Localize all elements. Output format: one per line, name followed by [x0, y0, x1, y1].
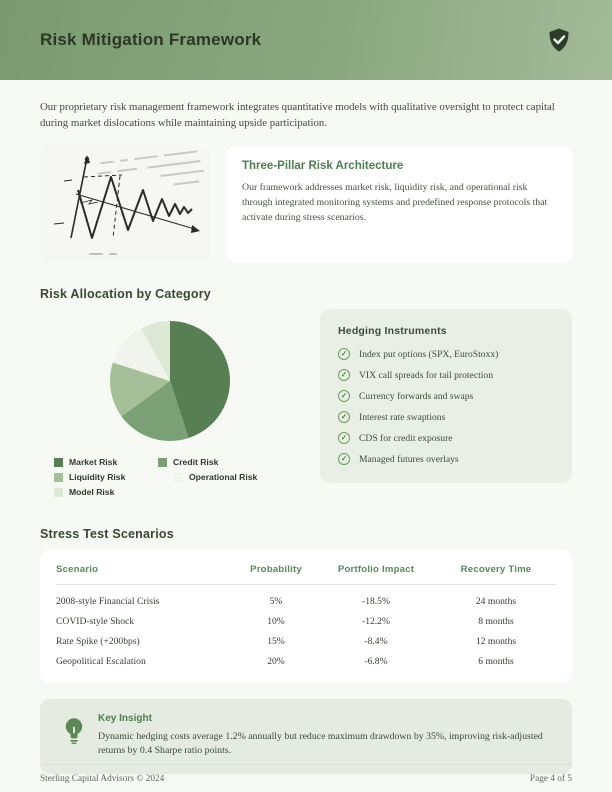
cell-probability: 5% — [269, 595, 283, 607]
legend-label: Liquidity Risk — [69, 472, 126, 483]
hedging-instruments-panel — [320, 309, 572, 483]
page-title: Risk Mitigation Framework — [40, 30, 262, 49]
hedging-item — [338, 369, 554, 381]
feature-title: Three-Pillar Risk Architecture — [242, 160, 404, 173]
key-insight-content — [98, 713, 556, 758]
key-insight-title: Key Insight — [98, 713, 152, 725]
cell-probability: 10% — [267, 615, 285, 627]
check-circle-icon: ✓ — [338, 390, 350, 402]
cell-probability: 20% — [267, 655, 285, 667]
legend-label: Model Risk — [69, 487, 115, 498]
cell-probability: 15% — [267, 635, 285, 647]
column-header-probability: Probability — [250, 564, 302, 576]
stress-section-title: Stress Test Scenarios — [40, 527, 174, 542]
risk-allocation-pie — [40, 315, 304, 443]
cell-portfolio-impact: -8.4% — [364, 635, 388, 647]
legend-item — [174, 472, 284, 482]
cell-recovery-time: 12 months — [475, 635, 517, 647]
hedging-item-label: VIX call spreads for tail protection — [359, 369, 493, 381]
legend-swatch-model-risk — [54, 488, 63, 497]
table-row — [56, 611, 556, 631]
cell-recovery-time: 8 months — [478, 615, 514, 627]
allocation-section-title: Risk Allocation by Category — [40, 287, 211, 302]
table-divider — [56, 584, 556, 585]
chart-sketch-image — [40, 146, 210, 263]
legend-label: Operational Risk — [189, 472, 258, 483]
hedging-item-label: Managed futures overlays — [359, 453, 459, 465]
legend-label: Market Risk — [69, 457, 118, 468]
table-row — [56, 651, 556, 671]
cell-recovery-time: 24 months — [475, 595, 517, 607]
footer-company: Sterling Capital Advisors © 2024 — [40, 774, 165, 784]
hedging-panel-title: Hedging Instruments — [338, 325, 447, 338]
feature-section — [40, 146, 572, 263]
page-header — [0, 0, 612, 80]
cell-scenario: COVID-style Shock — [56, 615, 135, 627]
cell-scenario: Geopolitical Escalation — [56, 655, 146, 667]
page-footer — [40, 764, 572, 784]
intro-paragraph: Our proprietary risk management framework integrates quantitative models with qualitative oversight to protect capital during market dislocations while maintaining upside participation. — [40, 101, 555, 129]
column-header-recovery-time: Recovery Time — [460, 564, 532, 576]
pie-legend — [54, 457, 284, 497]
pie-chart-block — [40, 309, 304, 497]
legend-label: Credit Risk — [173, 457, 219, 468]
legend-item — [54, 457, 158, 467]
check-circle-icon: ✓ — [338, 432, 350, 444]
cell-scenario: 2008-style Financial Crisis — [56, 595, 160, 607]
hedging-item — [338, 453, 554, 465]
table-row — [56, 631, 556, 651]
key-insight-body: Dynamic hedging costs average 1.2% annually but reduce maximum drawdown by 35%, improving risk-adjusted returns by 0.4 Sharpe ratio points. — [98, 731, 543, 757]
cell-recovery-time: 6 months — [478, 655, 514, 667]
cell-portfolio-impact: -6.8% — [364, 655, 388, 667]
cell-scenario: Rate Spike (+200bps) — [56, 635, 140, 647]
legend-swatch-credit-risk — [158, 458, 167, 467]
cell-portfolio-impact: -18.5% — [362, 595, 390, 607]
hedging-list — [338, 348, 554, 465]
legend-item — [54, 472, 158, 482]
hedging-item-label: Index put options (SPX, EuroStoxx) — [359, 348, 499, 360]
table-header-row — [56, 564, 556, 575]
table-body — [56, 591, 556, 671]
table-row — [56, 591, 556, 611]
column-header-portfolio-impact: Portfolio Impact — [337, 564, 415, 576]
feature-card — [226, 146, 572, 263]
lightbulb-icon — [64, 717, 84, 744]
key-insight-callout — [40, 699, 572, 773]
cell-portfolio-impact: -12.2% — [362, 615, 390, 627]
allocation-section — [40, 309, 572, 497]
hedging-item-label: CDS for credit exposure — [359, 432, 453, 444]
legend-item — [54, 487, 158, 497]
feature-body: Our framework addresses market risk, liquidity risk, and operational risk through integrated monitoring systems and predefined response protocols that activate during stress scenarios. — [242, 182, 548, 223]
column-header-scenario: Scenario — [56, 564, 99, 576]
hedging-item-label: Interest rate swaptions — [359, 411, 446, 423]
hedging-item — [338, 432, 554, 444]
legend-item — [158, 457, 284, 467]
hedging-item — [338, 390, 554, 402]
stress-test-table — [40, 550, 572, 683]
check-circle-icon: ✓ — [338, 411, 350, 423]
hedging-item — [338, 411, 554, 423]
shield-check-icon — [546, 27, 572, 53]
legend-swatch-operational-risk — [174, 473, 183, 482]
check-circle-icon: ✓ — [338, 453, 350, 465]
hedging-item — [338, 348, 554, 360]
legend-swatch-liquidity-risk — [54, 473, 63, 482]
hedging-item-label: Currency forwards and swaps — [359, 390, 474, 402]
check-circle-icon: ✓ — [338, 348, 350, 360]
legend-swatch-market-risk — [54, 458, 63, 467]
check-circle-icon: ✓ — [338, 369, 350, 381]
footer-page-number: Page 4 of 5 — [529, 774, 572, 784]
